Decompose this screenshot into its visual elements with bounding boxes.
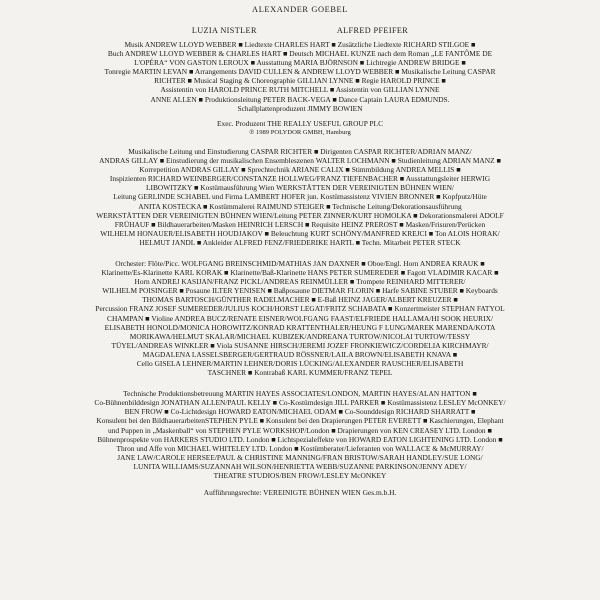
credit-line: L'OPÉRA“ VON GASTON LEROUX ■ Ausstattung MARIA BJÖRNSON ■ Lichtregie ANDREW BRIDGE ■ (134, 58, 466, 68)
credit-line: Technische Produktionsbetreuung MARTIN HAYES ASSOCIATES/LONDON, MARTIN HAYES/ALAN HATTON ■ (123, 389, 477, 399)
credit-line: und Puppen in „Maskenball“ von STEPHEN PYLE WORKSHOP/London ■ Drapierungen von KEN CREASEY LTD. London ■ (108, 425, 492, 435)
credit-line: Horn ANDREJ KASIJAN/FRANZ PICKL/ANDREAS REINMÜLLER ■ Trompete REINHARD MITTERER/ (134, 277, 466, 287)
executive-producer: Exec. Produzent THE REALLY USEFUL GROUP PLC (216, 118, 384, 128)
credit-line: ANDRAS GILLAY ■ Einstudierung der musikalischen Ensembleszenen WALTER LOCHMANN ■ Studienleitung ADRIAN MANZ ■ (99, 156, 501, 166)
lead-cast-right: ALFRED PFEIFER (336, 26, 409, 35)
creative-team-credits (14, 40, 586, 113)
lead-cast (14, 26, 586, 36)
credit-line: Korrepetition ANDRAS GILLAY ■ Sprechtechnik ARIANE CALIX ■ Stimmbildung ANDREA MELLIS ■ (139, 165, 461, 175)
credit-line: TÜYEL/ANDREAS WINKLER ■ Viola SUSANNE HIRSCH/JEREMI JOZEF FRONKIEWICZ/CORDELIA KIRCHMAYR/ (111, 340, 489, 350)
credit-line: Klarinette/Es-Klarinette KARL KORAK ■ Klarinette/Baß-Klarinette HANS PETER SUMEREDER ■ Fagott VLADIMIR KACAR ■ (101, 268, 499, 278)
copyright-notice: ℗ 1989 POLYDOR GMBH, Hamburg (249, 128, 351, 136)
producer-block (14, 119, 586, 137)
credit-line: Thron und Affe von MICHAEL WHITELEY LTD. London ■ Kostümberater/Lieferanten von WALLACE & McMURRAY/ (116, 443, 484, 453)
credit-line: BEN FROW ■ Co-Lichtdesign HOWARD EATON/MICHAEL ODAM ■ Co-Sounddesign RICHARD SHARRATT ■ (124, 407, 476, 417)
credit-line: Orchester: Flöte/Picc. WOLFGANG BREINSCHMID/MATHIAS JAN DAXNER ■ Oboe/Engl. Horn ANDREA KRAUK ■ (115, 258, 485, 268)
credit-line: Bühnenprospekte von HARKERS STUDIO LTD. London ■ Lichtspezialeffekte von HOWARD EATON LIGHTENING LTD. London ■ (97, 434, 503, 444)
credit-line: MORIKAWA/HELMUT SKALAR/MICHAEL KUBIZEK/ANDREANA TURTOW/NICOLAI TURTOW/TESSY (129, 331, 471, 341)
credit-line: JANE LAW/CAROLE HERSEE/PAUL & CHRISTINE MANNING/FRAN BRISTOW/SARAH HANDLEY/SUE LONG/ (117, 452, 483, 462)
credit-line: MAGDALENA LASSELSBERGER/GERTRAUD RÖSSNER/LAILA BROWN/ELISABETH KNAVA ■ (142, 349, 458, 359)
orchestra-credits (14, 259, 586, 377)
credit-line: WILHELM HONAUER/ELISABETH HOUDJAKOV ■ Beleuchtung KURT SCHÖNY/MANFRED KREJCI ■ Ton ALOIS HORAK/ (100, 228, 500, 238)
credit-line: Schallplattenproduzent JIMMY BOWIEN (237, 103, 363, 113)
credit-line: LIBOWITZKY ■ Kostümausführung Wien WERKSTÄTTEN DER VEREINIGTEN BÜHNEN WIEN/ (146, 183, 454, 193)
credit-line: THOMAS BARTOSCH/GÜNTHER RADELMACHER ■ E-Baß HEINZ JAGER/ALBERT KREUZER ■ (142, 295, 458, 305)
credit-line: Musik ANDREW LLOYD WEBBER ■ Liedtexte CHARLES HART ■ Zusätzliche Liedtexte RICHARD STILGOE ■ (124, 40, 476, 49)
credit-line: Leitung GERLINDE SCHABEL und Firma LAMBERT HOFER jun. Kostümassistenz VIVIEN BRONNER ■ Kopfputz/Hüte (113, 192, 487, 202)
credit-line: Assistentin von HAROLD PRINCE RUTH MITCHELL ■ Assistentin von GILLIAN LYNNE (160, 85, 440, 95)
credit-line: ANNE ALLEN ■ Produktionsleitung PETER BACK-VEGA ■ Dance Captain LAURA EDMUNDS. (150, 94, 450, 104)
credit-line: WERKSTÄTTEN DER VEREINIGTEN BÜHNEN WIEN/Leitung PETER ZINNER/KURT HOMOLKA ■ Dekorationsmalerei ADOLF (96, 210, 504, 220)
author-name: ALEXANDER GOEBEL (252, 5, 348, 14)
credit-line: LUNITA WILLIAMS/SUZANNAH WILSON/HENRIETTA WEBB/SUZANNE PARKINSON/JENNY ADEY/ (133, 461, 467, 471)
credit-line: CHAMPAN ■ Violine ANDREA BUCZ/RENATE EISNER/WOLFGANG FAAST/ELFRIEDE HALLAMA/HI SOOK HEURIX/ (107, 313, 493, 323)
credit-line: Inspizienten RICHARD WEINBERGER/CONSTANZE HOLLWEG/FRANZ TIEFENBACHER ■ Ausstattungsleiter HERWIG (109, 174, 491, 184)
credit-line: Cello GISELA LEHNER/MARTIN LEHNER/DORIS LÜCKING/ALEXANDER RAUSCHER/ELISABETH (136, 359, 464, 368)
credit-line: WILHELM POISINGER ■ Posaune ILTER YENISEN ■ Baßposaune DIETMAR FLORIN ■ Harfe SABINE STUBER ■ Keyboards (102, 286, 498, 296)
credit-line: ELISABETH HONOLD/MONICA HOROWITZ/KONRAD KRATTENTHALER/HEUNG F LUNG/MAREK MARENDA/KOTA (104, 322, 496, 332)
credit-line: RICHTER ■ Musical Staging & Choreographie GILLIAN LYNNE ■ Regie HAROLD PRINCE ■ (154, 76, 446, 86)
vienna-production-credits (14, 147, 586, 247)
credit-line: ANITA KOSTECKA ■ Kostümmalerei RAIMUND STEIGER ■ Technische Leitung/Dekorationsausführung (138, 201, 462, 211)
credit-line: Musikalische Leitung und Einstudierung CASPAR RICHTER ■ Dirigenten CASPAR RICHTER/ADRIAN MANZ/ (128, 146, 472, 156)
performance-rights: Aufführungsrechte: VEREINIGTE BÜHNEN WIEN Ges.m.b.H. (203, 488, 397, 498)
london-technical-credits (14, 389, 586, 480)
credit-line: Percussion FRANZ JOSEF SUMEREDER/JULIUS KOCH/HORST LEGAT/FRITZ SCHABATA ■ Konzertmeister STEPHAN FATYOL (95, 304, 505, 314)
lead-cast-left: LUZIA NISTLER (191, 26, 257, 35)
credit-line: Konsulent bei den BildhauerarbeitenSTEPHEN PYLE ■ Konsulent bei den Drapierungen PETER EVERETT ■ Kaschierungen, Elephant (96, 416, 504, 426)
credit-line: Buch ANDREW LLOYD WEBBER & CHARLES HART ■ Deutsch MICHAEL KUNZE nach dem Roman „LE FANTÔME DE (107, 49, 493, 59)
credit-line: Co-Bühnenbilddesign JONATHAN ALLEN/PAUL KELLY ■ Co-Kostümdesign JILL PARKER ■ Kostümassistenz LESLEY McONKEY/ (94, 398, 506, 408)
credit-line: TASCHNER ■ Kontrabaß KARL KUMMER/FRANZ TEPEL (207, 368, 393, 378)
credit-line: Tonregie MARTIN LEVAN ■ Arrangements DAVID CULLEN & ANDREW LLOYD WEBBER ■ Musikalische Leitung CASPAR (104, 67, 496, 77)
credit-line: HELMUT JANDL ■ Ankleider ALFRED FENZ/FRIEDERIKE HARTL ■ Techn. Mitarbeit PETER STECK (139, 237, 461, 247)
rights-footer (14, 488, 586, 497)
credit-line: FRÜHAUF ■ Bildhauerarbeiten/Masken HEINRICH LERSCH ■ Requisite HEINZ PREROST ■ Masken/Frisuren/Perücken (114, 219, 486, 229)
credit-line: THEATRE STUDIOS/BEN FROW/LESLEY McONKEY (213, 471, 387, 481)
